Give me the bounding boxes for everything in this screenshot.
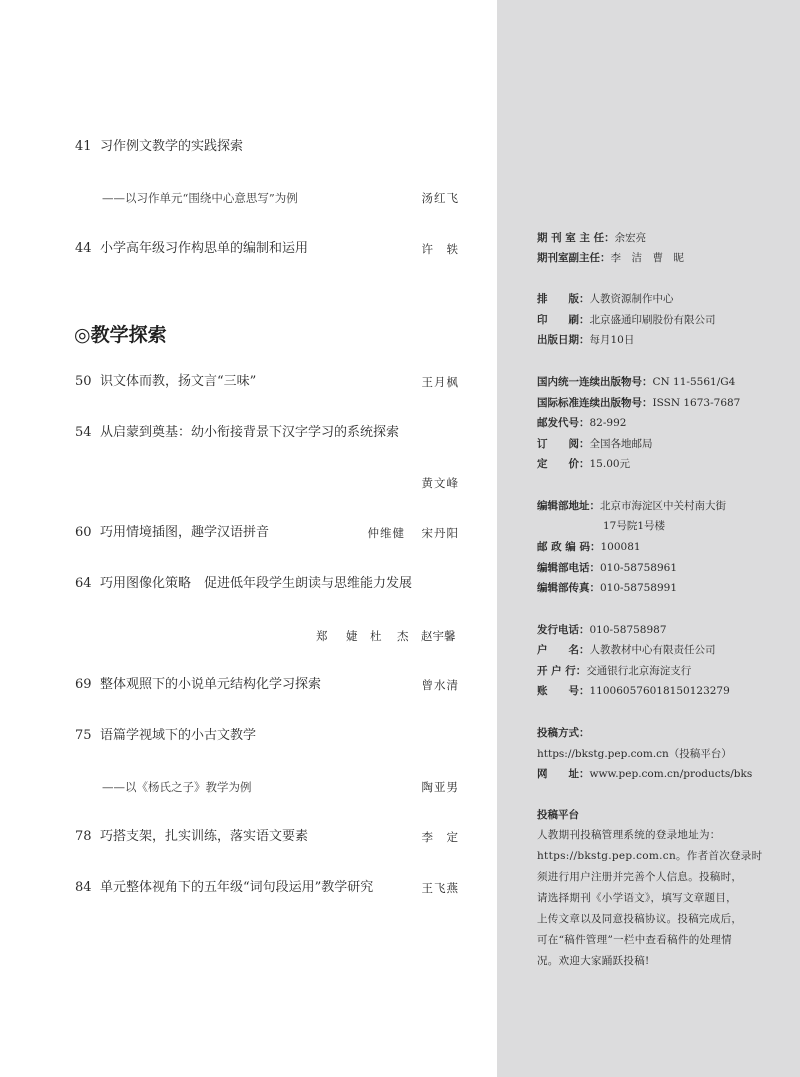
masthead-row xyxy=(537,664,691,678)
platform-line: 人教期刊投稿管理系统的登录地址为： xyxy=(537,829,721,841)
article-author: 王飞燕 xyxy=(421,881,459,895)
masthead-label: 期 刊 室 主 任： xyxy=(537,232,615,244)
masthead-value: 李 洁 曹 昵 xyxy=(610,252,684,264)
article-author: 仲维健 xyxy=(367,526,405,540)
article-title: 语篇学视域下的小古文教学 xyxy=(100,728,257,743)
article-title: 巧用图像化策略 促进低年段学生朗读与思维能力发展 xyxy=(100,576,413,591)
article-author: 郑 xyxy=(316,629,328,643)
masthead-row xyxy=(537,416,626,430)
masthead-label: 排 版： xyxy=(537,293,590,305)
masthead-label: 编辑部电话： xyxy=(537,562,600,574)
masthead-label: 邮发代号： xyxy=(537,417,590,429)
masthead-value: 17号院1号楼 xyxy=(603,520,666,532)
masthead-label: 户 名： xyxy=(537,644,590,656)
masthead-row xyxy=(537,457,630,471)
masthead-value: 人教资源制作中心 xyxy=(589,293,674,305)
article-title: 巧用情境插图，趣学汉语拼音 xyxy=(100,525,270,540)
masthead-row xyxy=(537,581,677,595)
masthead-value: 010-58758991 xyxy=(600,582,678,594)
masthead-value: 余宏亮 xyxy=(614,232,647,244)
masthead-value: 15.00元 xyxy=(589,458,631,470)
platform-line: 上传文章以及同意投稿协议。投稿完成后， xyxy=(537,913,743,925)
masthead-value: 全国各地邮局 xyxy=(589,438,653,450)
masthead-label: 国内统一连续出版物号： xyxy=(537,376,653,388)
masthead-row xyxy=(537,643,716,657)
article-author: 许 轶 xyxy=(421,242,459,256)
masthead-value: 交通银行北京海淀支行 xyxy=(586,665,692,677)
article-title: 识文体而教，扬文言“三味” xyxy=(100,374,257,389)
article-author: 陶亚男 xyxy=(421,780,459,794)
section-heading: ◎教学探索 xyxy=(74,324,167,346)
website-row xyxy=(537,767,752,781)
page-number: 60 xyxy=(75,525,92,540)
article-author: 王月枫 xyxy=(421,375,459,389)
article-title: 从启蒙到奠基：幼小衔接背景下汉字学习的系统探索 xyxy=(100,425,400,440)
masthead-value: 北京盛通印刷股份有限公司 xyxy=(589,314,716,326)
website-link[interactable]: www.pep.com.cn/products/bks xyxy=(589,768,753,780)
masthead-label: 编辑部地址： xyxy=(537,500,600,512)
page-number: 44 xyxy=(75,241,92,256)
masthead-row xyxy=(537,396,740,410)
platform-line: 况。欢迎大家踊跃投稿! xyxy=(537,955,650,967)
masthead-value: 每月10日 xyxy=(589,334,635,346)
submission-url[interactable] xyxy=(537,747,732,761)
masthead-label: 出版日期： xyxy=(537,334,590,346)
page-number: 50 xyxy=(75,374,92,389)
platform-line: https://bkstg.pep.com.cn。作者首次登录时 xyxy=(537,850,763,862)
masthead-row xyxy=(537,437,653,451)
article-title: 小学高年级习作构思单的编制和运用 xyxy=(100,241,309,256)
article-author: 宋丹阳 xyxy=(421,526,459,540)
masthead-row xyxy=(537,292,674,306)
platform-line: 请选择期刊《小学语文》，填写文章题目， xyxy=(537,892,737,904)
masthead-label: 定 价： xyxy=(537,458,590,470)
page-number: 41 xyxy=(75,139,92,154)
platform-description xyxy=(537,825,777,972)
article-author: 汤红飞 xyxy=(421,191,459,205)
article-author: 赵宇馨 xyxy=(421,629,456,643)
article-author: 婕 xyxy=(346,629,358,643)
masthead-value: 北京市海淀区中关村南大街 xyxy=(600,500,726,512)
article-title: 巧搭支架，扎实训练，落实语文要素 xyxy=(100,829,309,844)
masthead-row xyxy=(537,684,730,698)
article-subtitle: ——以习作单元“围绕中心意思写”为例 xyxy=(102,191,298,205)
article-author: 黄文峰 xyxy=(421,476,459,490)
article-title: 整体观照下的小说单元结构化学习探索 xyxy=(100,677,322,692)
masthead-value: 110060576018150123279 xyxy=(589,685,730,697)
masthead-row xyxy=(537,375,735,389)
masthead-row xyxy=(537,313,716,327)
page-number: 84 xyxy=(75,880,92,895)
masthead-row xyxy=(537,499,726,513)
page-number: 75 xyxy=(75,728,92,743)
platform-line: 可在“稿件管理”一栏中查看稿件的处理情 xyxy=(537,934,732,946)
page-number: 69 xyxy=(75,677,92,692)
article-author: 杰 xyxy=(397,629,409,643)
platform-heading xyxy=(537,808,579,822)
masthead-row xyxy=(537,251,684,265)
submission-heading xyxy=(537,726,590,740)
masthead-label: 期刊室副主任： xyxy=(537,252,611,264)
submission-link[interactable]: https://bkstg.pep.com.cn（投稿平台） xyxy=(537,748,732,760)
website-label: 网 址： xyxy=(537,768,590,780)
masthead-value: 010-58758987 xyxy=(589,624,667,636)
page-number: 64 xyxy=(75,576,92,591)
masthead-row xyxy=(537,623,667,637)
article-title: 习作例文教学的实践探索 xyxy=(100,139,244,154)
masthead-row xyxy=(537,231,646,245)
masthead-row xyxy=(603,519,665,533)
page-number: 78 xyxy=(75,829,92,844)
masthead-value: CN 11-5561/G4 xyxy=(652,376,736,388)
masthead-value: 100081 xyxy=(600,541,641,553)
article-author: 李 定 xyxy=(421,830,459,844)
masthead-label: 开 户 行： xyxy=(537,665,587,677)
masthead-value: 人教教材中心有限责任公司 xyxy=(589,644,716,656)
masthead-row xyxy=(537,561,677,575)
masthead-label: 邮 政 编 码： xyxy=(537,541,601,553)
masthead-label: 国际标准连续出版物号： xyxy=(537,397,653,409)
masthead-label: 印 刷： xyxy=(537,314,590,326)
masthead-value: 82-992 xyxy=(589,417,627,429)
page-number: 54 xyxy=(75,425,92,440)
masthead-value: 010-58758961 xyxy=(600,562,678,574)
masthead-label: 编辑部传真： xyxy=(537,582,600,594)
masthead-label: 发行电话： xyxy=(537,624,590,636)
masthead-row xyxy=(537,540,641,554)
masthead-label: 账 号： xyxy=(537,685,590,697)
platform-label: 投稿平台 xyxy=(537,809,579,821)
article-title: 单元整体视角下的五年级“词句段运用”教学研究 xyxy=(100,880,374,895)
masthead-row xyxy=(537,333,634,347)
submission-label: 投稿方式： xyxy=(537,727,590,739)
platform-line: 须进行用户注册并完善个人信息。投稿时， xyxy=(537,871,743,883)
toc-author-line xyxy=(300,628,460,644)
masthead-label: 订 阅： xyxy=(537,438,590,450)
article-author: 杜 xyxy=(370,629,382,643)
article-subtitle: ——以《杨氏之子》教学为例 xyxy=(102,780,252,794)
masthead-value: ISSN 1673-7687 xyxy=(652,397,741,409)
article-author: 曾水清 xyxy=(421,678,459,692)
